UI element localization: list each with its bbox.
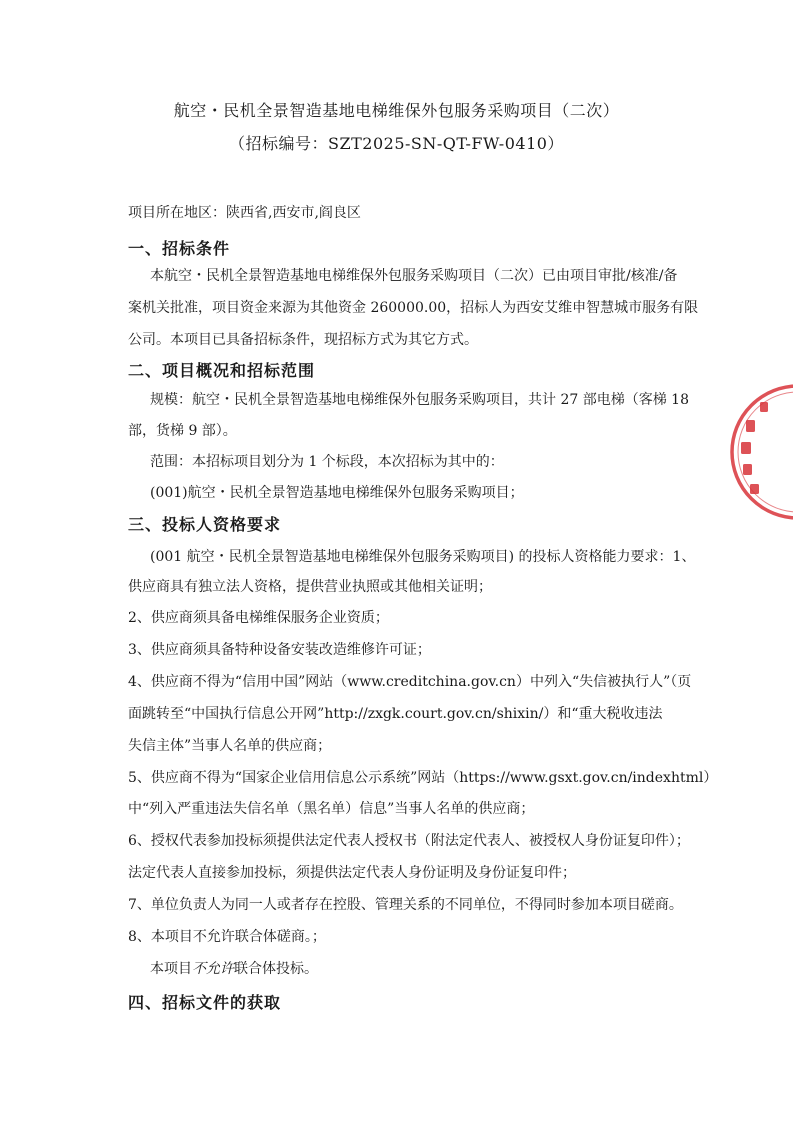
- paragraph-line: 规模：航空・民机全景智造基地电梯维保外包服务采购项目，共计 27 部电梯（客梯 18: [150, 392, 689, 408]
- paragraph-line: 部，货梯 9 部）。: [128, 423, 237, 439]
- requirement-line-note: [150, 959, 710, 979]
- requirement-line: 5、供应商不得为“国家企业信用信息公示系统”网站（https://www.gsxt.gov.cn/indexhtml）: [128, 770, 718, 786]
- requirement-line: 4、供应商不得为“信用中国”网站（www.creditchina.gov.cn）中列入“失信被执行人”（页: [128, 674, 692, 690]
- document-title: 航空・民机全景智造基地电梯维保外包服务采购项目（二次）: [173, 101, 620, 120]
- note-suffix: 联合体投标。: [234, 961, 318, 977]
- requirement-line: 供应商具有独立法人资格，提供营业执照或其他相关证明；: [128, 579, 492, 595]
- section-heading-1: 一、招标条件: [128, 239, 231, 258]
- note-prefix: 本项目: [150, 961, 192, 977]
- paragraph-line: (001)航空・民机全景智造基地电梯维保外包服务采购项目；: [150, 485, 524, 501]
- requirement-line: 中“列入严重违法失信名单（黑名单）信息”当事人名单的供应商；: [128, 801, 535, 817]
- requirement-line: 8、本项目不允许联合体磋商。；: [128, 929, 326, 945]
- requirement-line: 3、供应商须具备特种设备安装改造维修许可证；: [128, 642, 431, 658]
- requirement-line: 法定代表人直接参加投标，须提供法定代表人身份证明及身份证复印件；: [128, 865, 576, 881]
- red-seal-stamp-icon: [728, 382, 793, 522]
- paragraph-line: 本航空・民机全景智造基地电梯维保外包服务采购项目（二次）已由项目审批/核准/备: [150, 268, 678, 284]
- paragraph-line: 公司。本项目已具备招标条件，现招标方式为其它方式。: [128, 332, 478, 348]
- section-heading-3: 三、投标人资格要求: [128, 515, 282, 534]
- tender-number: （招标编号：SZT2025-SN-QT-FW-0410）: [229, 134, 564, 153]
- requirement-line: 6、授权代表参加投标须提供法定代表人授权书（附法定代表人、被授权人身份证复印件）；: [128, 833, 690, 849]
- paragraph-line: 案机关批准，项目资金来源为其他资金 260000.00，招标人为西安艾维申智慧城市服务有限: [128, 300, 699, 316]
- requirement-line: (001 航空・民机全景智造基地电梯维保外包服务采购项目) 的投标人资格能力要求：1、: [150, 549, 696, 565]
- section-heading-2: 二、项目概况和招标范围: [128, 361, 316, 380]
- paragraph-line: 范围：本招标项目划分为 1 个标段，本次招标为其中的：: [150, 454, 504, 470]
- project-location: 项目所在地区：陕西省,西安市,阎良区: [128, 205, 361, 221]
- requirement-line: 失信主体”当事人名单的供应商；: [128, 738, 332, 754]
- requirement-line: 2、供应商须具备电梯维保服务企业资质；: [128, 610, 389, 626]
- section-heading-4: 四、招标文件的获取: [128, 993, 282, 1012]
- requirement-line: 面跳转至“中国执行信息公开网”http://zxgk.court.gov.cn/shixin/）和“重大税收违法: [128, 706, 663, 722]
- note-emphasis: 不允许: [192, 961, 234, 977]
- requirement-line: 7、单位负责人为同一人或者存在控股、管理关系的不同单位，不得同时参加本项目磋商。: [128, 897, 683, 913]
